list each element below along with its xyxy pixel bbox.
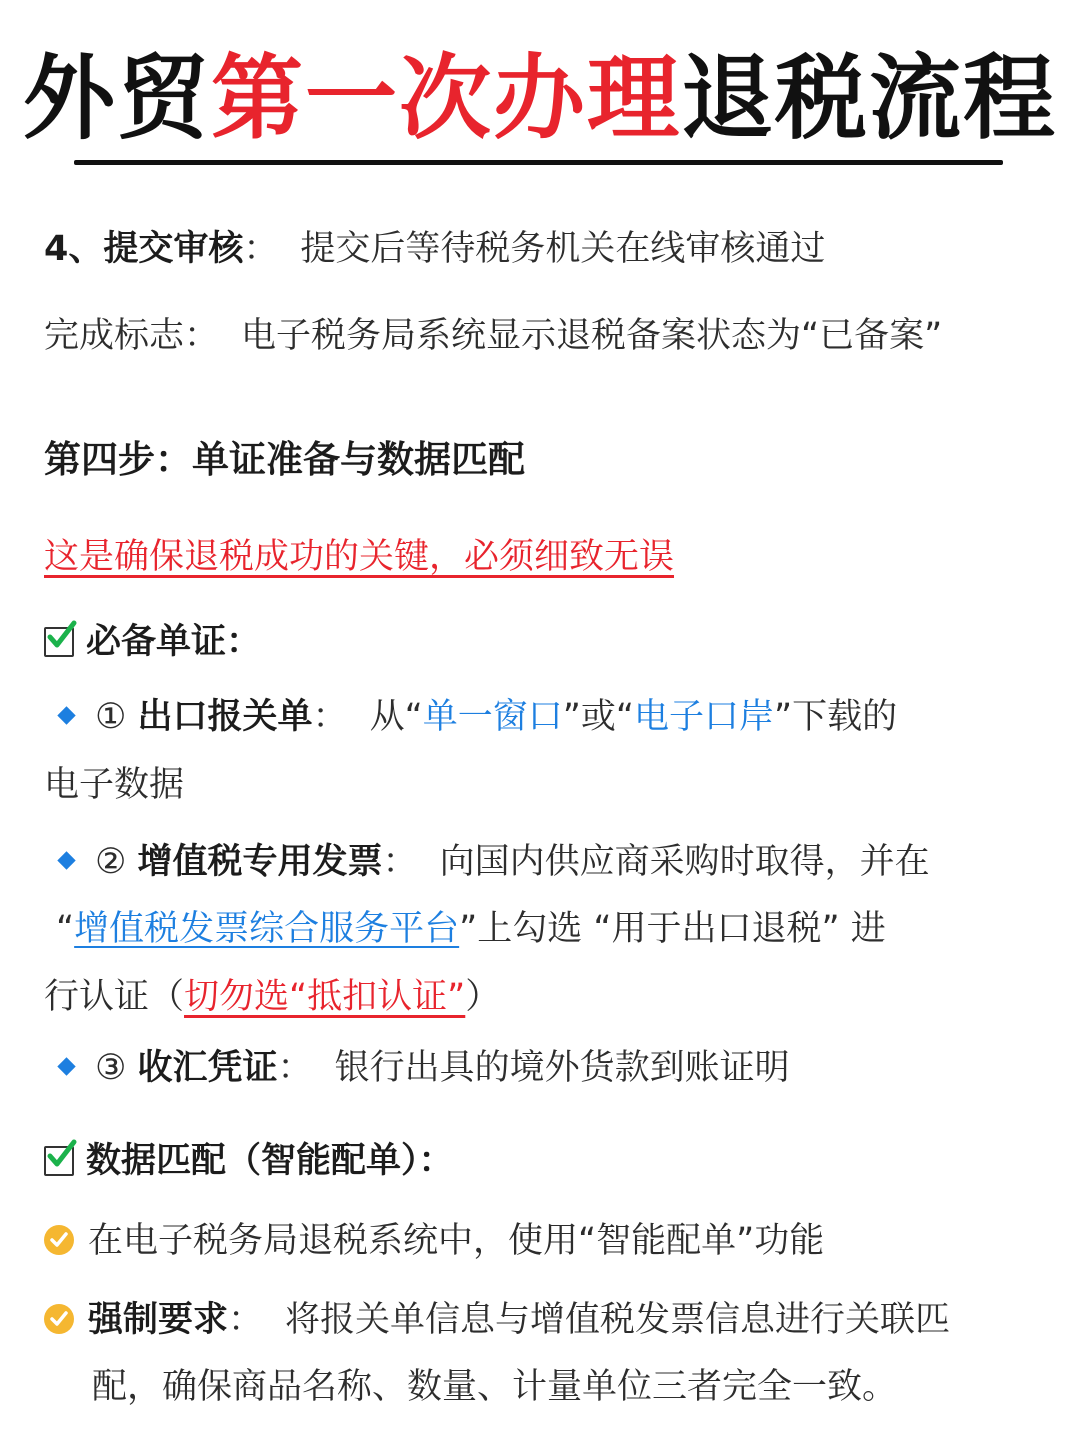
submit-review-colon: ： [243,229,279,269]
data-match-item-mandatory [44,1295,950,1345]
e-port-link[interactable]: 电子口岸 [633,697,774,737]
doc-item-text: 向国内供应商采购时取得，并在 [439,842,930,882]
checkbox-checked-icon [44,1146,74,1176]
data-match-heading-line [44,1136,454,1186]
doc-item-colon: ： [277,1048,313,1088]
orange-check-circle-icon [44,1304,74,1334]
doc-item-vat-invoice [40,837,930,887]
doc-item-text: 银行出具的境外货款到账证明 [334,1048,790,1088]
doc-item-text: 从“ [369,697,423,737]
doc-item-text: ） [465,977,501,1017]
title-part-1: 外贸 [22,45,211,152]
orange-check-circle-icon [44,1225,74,1255]
deduction-warning: 切勿选“抵扣认证” [184,977,466,1017]
doc-item-text: ”或“ [562,697,634,737]
doc-item-label: 增值税专用发票 [137,842,383,882]
checkbox-checked-icon [44,627,74,657]
submit-review-line [44,224,825,274]
required-docs-heading-line [44,617,261,667]
doc-item-number: ③ [95,1048,127,1088]
doc-item-label: 收汇凭证 [137,1048,278,1088]
submit-review-text: 提交后等待税务机关在线审核通过 [300,229,826,269]
title-part-2: 第一次办理 [210,45,681,152]
doc-item-number: ② [95,842,127,882]
doc-item-continuation: 电子数据 [44,765,185,805]
step-four-warning: 这是确保退税成功的关键，必须细致无误 [44,537,675,577]
title-divider [74,160,1003,165]
submit-review-label: 4、提交审核 [44,229,244,269]
completion-text: 电子税务局系统显示退税备案状态为“已备案” [241,316,943,356]
doc-item-colon: ： [312,697,348,737]
data-match-item-smart [44,1216,824,1266]
doc-item-colon: ： [382,842,418,882]
doc-item-text: ”下载的 [774,697,898,737]
data-match-item-text: 在电子税务局退税系统中，使用“智能配单”功能 [88,1221,825,1261]
doc-item-text: ”上勾选 “用于出口退税” 进 [459,909,886,949]
step-four-warning-line [44,532,674,582]
blue-diamond-icon [57,1057,75,1075]
mandatory-label: 强制要求 [88,1300,229,1340]
page-title [0,44,1080,154]
doc-item-vat-invoice-line-2 [56,904,886,954]
vat-invoice-platform-link[interactable]: 增值税发票综合服务平台 [74,909,460,949]
mandatory-continuation: 配，确保商品名称、数量、计量单位三者完全一致。 [92,1367,898,1407]
doc-item-text: 行认证（ [44,977,185,1017]
completion-label: 完成标志： [44,316,220,356]
mandatory-colon: ： [228,1300,264,1340]
title-part-3: 退税流程 [681,45,1058,152]
completion-line [44,311,942,361]
doc-item-vat-invoice-line-3 [44,972,500,1022]
required-docs-heading: 必备单证： [86,622,262,662]
doc-item-text: “ [56,909,75,949]
single-window-link[interactable]: 单一窗口 [422,697,563,737]
doc-item-customs-declaration [40,692,897,742]
mandatory-text: 将报关单信息与增值税发票信息进行关联匹 [285,1300,951,1340]
doc-item-label: 出口报关单 [137,697,313,737]
blue-diamond-icon [57,706,75,724]
step-four-heading: 第四步：单证准备与数据匹配 [44,438,525,481]
doc-item-number: ① [95,697,127,737]
blue-diamond-icon [57,851,75,869]
doc-item-receipt-voucher [40,1043,790,1093]
data-match-heading: 数据匹配（智能配单）： [86,1141,454,1181]
